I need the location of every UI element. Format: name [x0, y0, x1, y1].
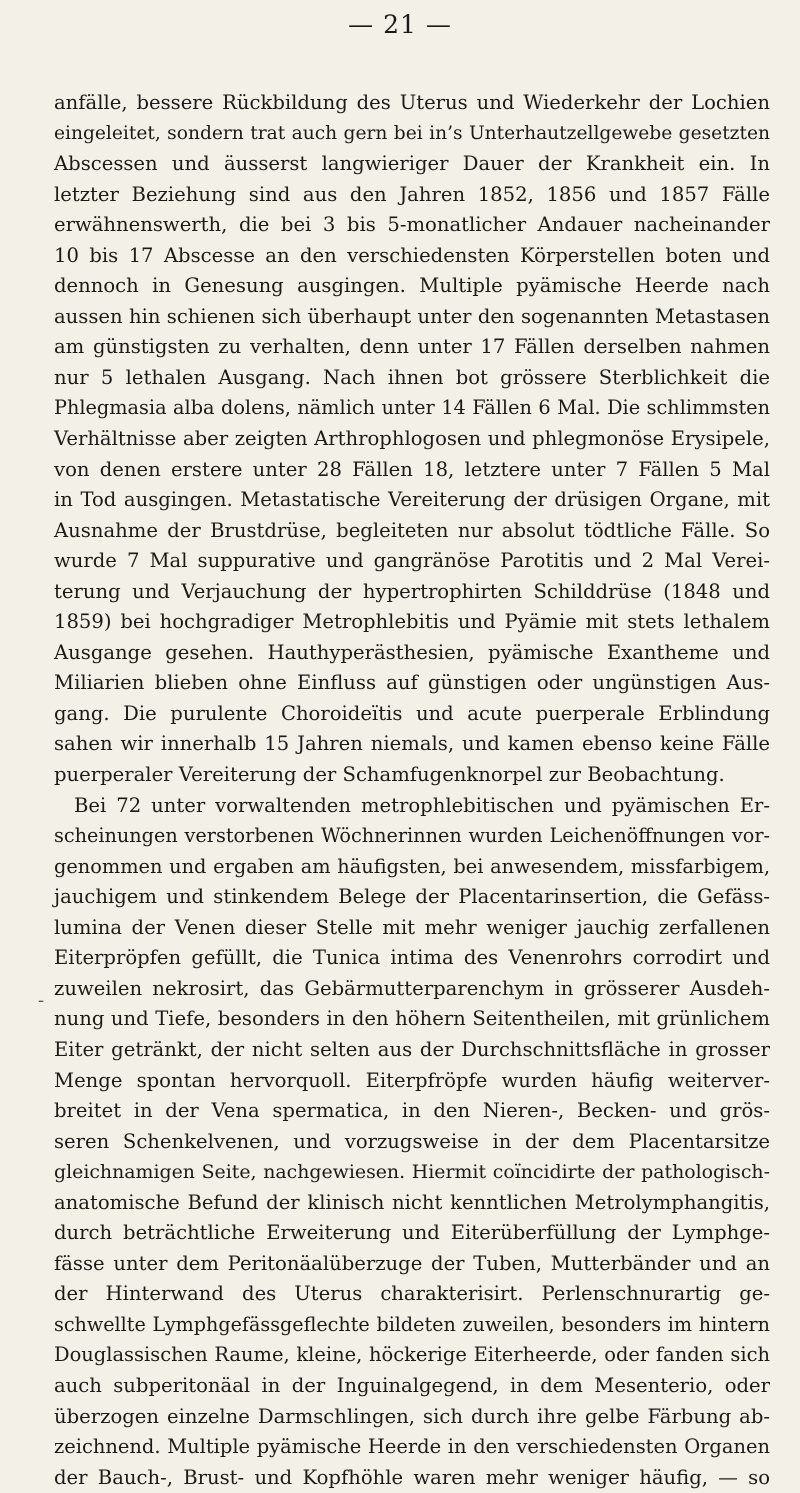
- text-line: dennoch in Genesung ausgingen. Multiple pyämische Heerde nach: [54, 274, 770, 298]
- text-line: puerperaler Vereiterung der Schamfugenknorpel zur Beobachtung.: [54, 763, 725, 787]
- page-number: — 21 —: [348, 10, 452, 39]
- text-line: aussen hin schienen sich überhaupt unter den sogenannten Metastasen: [54, 304, 770, 328]
- text-line: Abscessen und äusserst langwieriger Dauer der Krankheit ein. In: [54, 152, 770, 176]
- text-line: in Tod ausgingen. Metastatische Vereiterung der drüsigen Organe, mit: [54, 488, 770, 512]
- text-line: nung und Tiefe, besonders in den höhern Seitentheilen, mit grünlichem: [54, 1007, 770, 1031]
- text-line: Miliarien blieben ohne Einfluss auf günstigen oder ungünstigen Aus-: [54, 671, 770, 695]
- text-line: zuweilen nekrosirt, das Gebärmutterparenchym in grösserer Ausdeh-: [54, 976, 770, 1000]
- text-line: fässe unter dem Peritonäalüberzuge der Tuben, Mutterbänder und an: [54, 1251, 770, 1275]
- text-line: letzter Beziehung sind aus den Jahren 1852, 1856 und 1857 Fälle: [54, 182, 770, 206]
- text-line: durch beträchtliche Erweiterung und Eiterüberfüllung der Lymphge-: [54, 1221, 770, 1245]
- text-line: seren Schenkelvenen, und vorzugsweise in der dem Placentarsitze: [54, 1129, 770, 1153]
- text-line: eingeleitet, sondern trat auch gern bei in’s Unterhautzellgewebe gesetzten: [54, 122, 770, 144]
- text-line: anatomische Befund der klinisch nicht kenntlichen Metrolymphangitis,: [54, 1190, 770, 1214]
- text-line: terung und Verjauchung der hypertrophirten Schilddrüse (1848 und: [54, 579, 770, 603]
- text-line: erwähnenswerth, die bei 3 bis 5-monatlicher Andauer nacheinander: [54, 213, 770, 237]
- text-line: sahen wir innerhalb 15 Jahren niemals, und kamen ebenso keine Fälle: [54, 732, 770, 756]
- text-line: genommen und ergaben am häufigsten, bei anwesendem, missfarbigem,: [54, 854, 770, 878]
- text-line: Eiter getränkt, der nicht selten aus der Durchschnittsfläche in grosser: [54, 1037, 770, 1061]
- text-line: auch subperitonäal in der Inguinalgegend, in dem Mesenterio, oder: [54, 1373, 770, 1397]
- text-line: zeichnend. Multiple pyämische Heerde in den verschiedensten Organen: [54, 1435, 770, 1459]
- text-line: der Hinterwand des Uterus charakterisirt. Perlenschnurartig ge-: [54, 1282, 770, 1306]
- text-line: 1859) bei hochgradiger Metrophlebitis und Pyämie mit stets lethalem: [54, 610, 770, 634]
- text-line: schwellte Lymphgefässgeflechte bildeten zuweilen, besonders im hintern: [54, 1312, 770, 1336]
- text-line: der Bauch-, Brust- und Kopfhöhle waren mehr weniger häufig, — so: [54, 1465, 770, 1489]
- text-line: Douglassischen Raume, kleine, höckerige Eiterheerde, oder fanden sich: [54, 1343, 770, 1367]
- text-line: 10 bis 17 Abscesse an den verschiedensten Körperstellen boten und: [54, 243, 770, 267]
- text-line: anfälle, bessere Rückbildung des Uterus und Wiederkehr der Lochien: [54, 91, 770, 114]
- text-line: Bei 72 unter vorwaltenden metrophlebitischen und pyämischen Er-: [74, 793, 770, 817]
- text-line: Ausgange gesehen. Hauthyperästhesien, pyämische Exantheme und: [54, 640, 770, 664]
- text-line: Phlegmasia alba dolens, nämlich unter 14 Fällen 6 Mal. Die schlimmsten: [54, 396, 770, 420]
- text-line: Eiterpröpfen gefüllt, die Tunica intima des Venenrohrs corrodirt und: [54, 946, 770, 970]
- text-line: nur 5 lethalen Ausgang. Nach ihnen bot grössere Sterblichkeit die: [54, 365, 770, 389]
- text-line: Menge spontan hervorquoll. Eiterpfröpfe wurden häufig weiterver-: [54, 1068, 770, 1092]
- text-line: am günstigsten zu verhalten, denn unter 17 Fällen derselben nahmen: [54, 335, 770, 359]
- text-line: scheinungen verstorbenen Wöchnerinnen wurden Leichenöffnungen vor-: [54, 824, 770, 848]
- margin-mark: -: [38, 990, 45, 1011]
- text-line: gang. Die purulente Choroideïtis und acute puerperale Erblindung: [54, 701, 770, 725]
- text-line: von denen erstere unter 28 Fällen 18, letztere unter 7 Fällen 5 Mal: [54, 457, 770, 481]
- text-line: jauchigem und stinkendem Belege der Placentarinsertion, die Gefäss-: [54, 885, 770, 909]
- text-line: überzogen einzelne Darmschlingen, sich durch ihre gelbe Färbung ab-: [54, 1404, 770, 1428]
- text-line: Verhältnisse aber zeigten Arthrophlogosen und phlegmonöse Erysipele,: [54, 427, 770, 451]
- body-text: [54, 88, 770, 1493]
- text-line: breitet in der Vena spermatica, in den Nieren-, Becken- und grös-: [54, 1099, 770, 1123]
- text-line: wurde 7 Mal suppurative und gangränöse Parotitis und 2 Mal Verei-: [54, 549, 770, 573]
- text-line: lumina der Venen dieser Stelle mit mehr weniger jauchig zerfallenen: [54, 915, 770, 939]
- text-line: Ausnahme der Brustdrüse, begleiteten nur absolut tödtliche Fälle. So: [54, 518, 770, 542]
- text-line: gleichnamigen Seite, nachgewiesen. Hiermit coïncidirte der pathologisch-: [54, 1161, 770, 1184]
